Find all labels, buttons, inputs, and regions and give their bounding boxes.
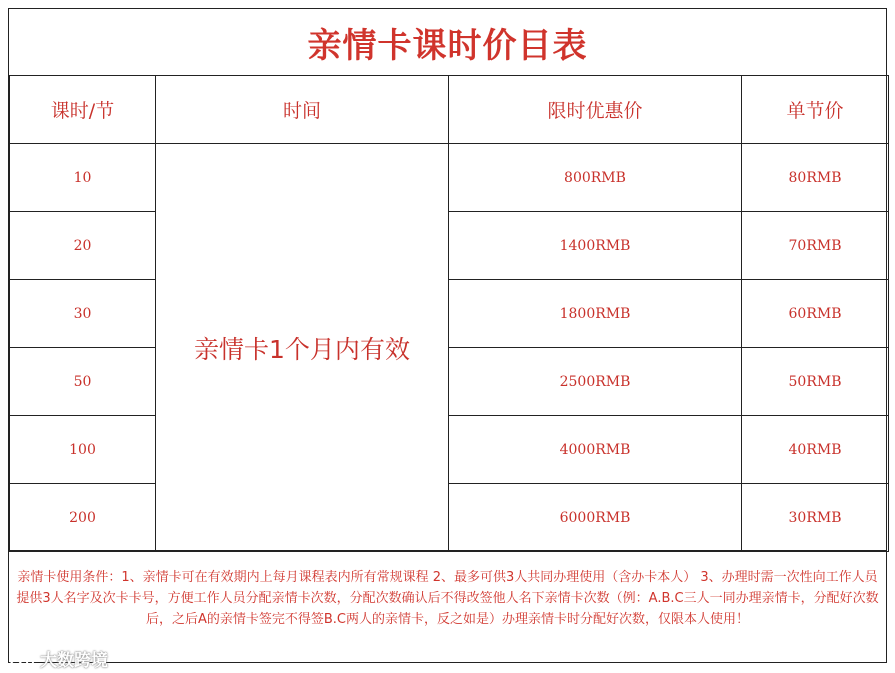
cell-price: 4000RMB <box>449 416 742 484</box>
cell-unit-price: 80RMB <box>742 144 889 212</box>
cell-unit-price: 70RMB <box>742 212 889 280</box>
header-unit-price: 单节价 <box>742 76 889 144</box>
validity-cell: 亲情卡1个月内有效 <box>156 144 449 552</box>
cell-price: 1800RMB <box>449 280 742 348</box>
cell-unit-price: 30RMB <box>742 484 889 552</box>
header-sale-price: 限时优惠价 <box>449 76 742 144</box>
price-table <box>9 75 889 552</box>
cell-price: 6000RMB <box>449 484 742 552</box>
cell-lessons: 200 <box>10 484 156 552</box>
table-header-row <box>10 76 889 144</box>
watermark-text: 大数跨境 <box>40 651 108 671</box>
usage-conditions: 亲情卡使用条件：1、亲情卡可在有效期内上每月课程表内所有常规课程 2、最多可供3人共同办理使用（含办卡本人） 3、办理时需一次性向工作人员提供3人名字及次卡卡号，方便工作人员分配亲情卡次数，分配次数确认后不得改签他人名下亲情卡次数（例：A.B.C三人一同办理亲情卡，分配好次数后，之后A的亲情卡签完不得签B.C两人的亲情卡，反之如是）办理亲情卡时分配好次数，仅限本人使用！ <box>9 550 886 662</box>
cell-lessons: 100 <box>10 416 156 484</box>
table-row <box>10 280 889 348</box>
table-row <box>10 144 889 212</box>
table-row <box>10 348 889 416</box>
cell-unit-price: 60RMB <box>742 280 889 348</box>
watermark <box>10 646 108 671</box>
table-row <box>10 484 889 552</box>
cell-unit-price: 40RMB <box>742 416 889 484</box>
cell-price: 2500RMB <box>449 348 742 416</box>
table-row <box>10 416 889 484</box>
header-time: 时间 <box>156 76 449 144</box>
cell-lessons: 20 <box>10 212 156 280</box>
header-lessons: 课时/节 <box>10 76 156 144</box>
cell-price: 800RMB <box>449 144 742 212</box>
cell-price: 1400RMB <box>449 212 742 280</box>
cell-lessons: 30 <box>10 280 156 348</box>
cell-lessons: 10 <box>10 144 156 212</box>
price-sheet <box>8 8 887 663</box>
page-title: 亲情卡课时价目表 <box>307 25 588 66</box>
table-row <box>10 212 889 280</box>
brand-logo-icon <box>10 651 34 667</box>
cell-lessons: 50 <box>10 348 156 416</box>
cell-unit-price: 50RMB <box>742 348 889 416</box>
